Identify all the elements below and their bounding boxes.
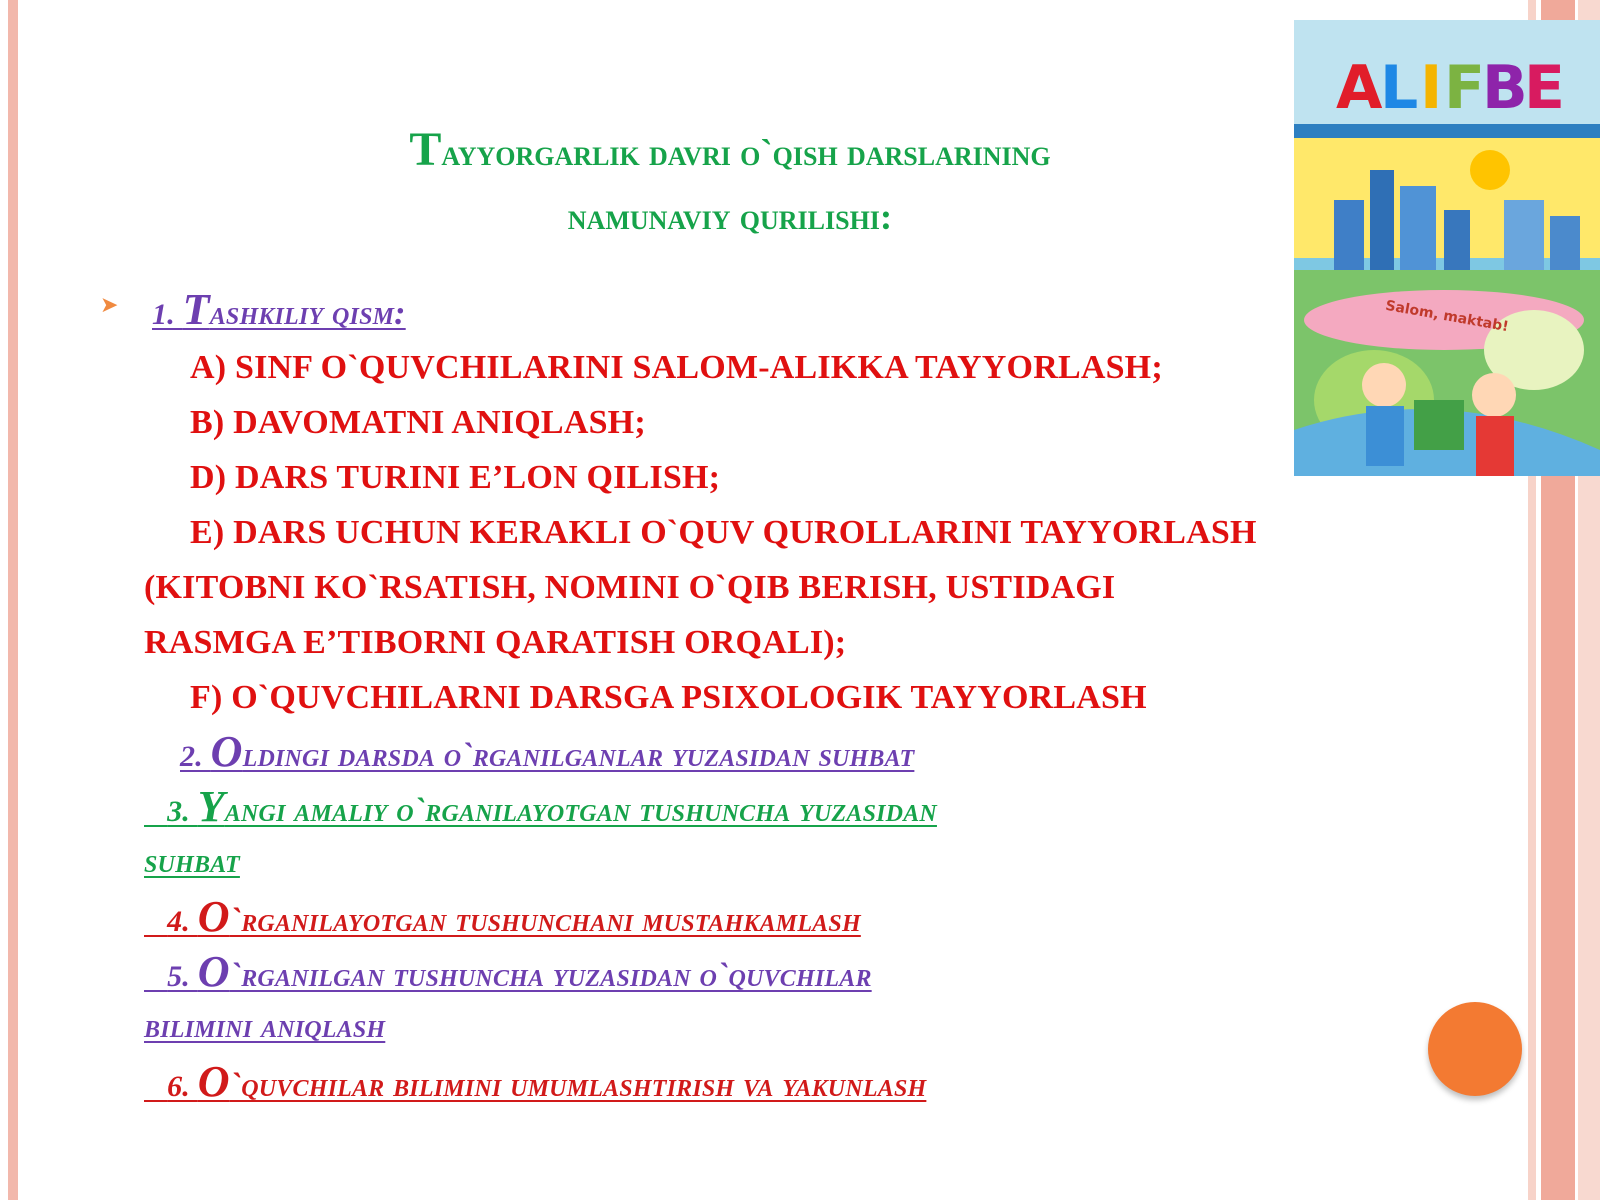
title-line-2: namunaviy qurilishi: [567,197,893,238]
sub-item-e-line-1: E) DARS UCHUN KERAKLI O`QUV QUROLLARINI TAYYORLASH [190,514,1257,551]
cover-letter-a: A [1336,53,1383,123]
left-border-stripe [8,0,18,1200]
arrow-bullet-icon: ➤ [100,292,119,317]
outline-item-1: 1. Tashkiliy qism: [152,285,406,334]
slide-title [180,118,1280,250]
decorative-orange-circle [1428,1002,1522,1096]
cover-letter-l: L [1380,53,1419,123]
cover-letter-i: I [1420,53,1443,123]
sub-item-e-line-2: (KITOBNI KO`RSATISH, NOMINI O`QIB BERISH, USTIDAGI [144,569,1116,606]
sub-item-e-line-3: RASMGA E’TIBORNI QARATISH ORQALI); [144,624,847,661]
sub-item-f: F) O`QUVCHILARNI DARSGA PSIXOLOGIK TAYYORLASH [190,679,1147,716]
cover-letter-e: E [1524,53,1565,123]
sub-item-a: A) SINF O`QUVCHILARINI SALOM-ALIKKA TAYYORLASH; [190,349,1163,386]
outline-item-3-continued: suhbat [144,843,240,880]
cover-letter-f: F [1444,53,1485,123]
outline-item-4: 4. O`rganilayotgan tushunchani mustahkamlash [167,892,861,941]
title-line-1 [180,118,1280,186]
outline-item-2: 2. Oldingi darsda o`rganilganlar yuzasidan suhbat [180,727,915,776]
title-initial-letter: T [409,123,442,176]
cover-banner-text: Salom, maktab! [1384,297,1510,336]
cover-letter-b: B [1482,53,1528,123]
outline-item-6: 6. O`quvchilar bilimini umumlashtirish va yakunlash [167,1057,927,1106]
title-line-1-text: ayyorgarlik davri o`qish darslarining [441,133,1051,174]
outline-item-5-continued: bilimini aniqlash [144,1008,386,1045]
sub-item-b: B) DAVOMATNI ANIQLASH; [190,404,646,441]
outline-item-3: 3. Yangi amaliy o`rganilayotgan tushuncha yuzasidan [167,782,937,831]
outline-item-5: 5. O`rganilgan tushuncha yuzasidan o`quvchilar [167,947,872,996]
sub-item-d: D) DARS TURINI E’LON QILISH; [190,459,721,496]
alifbe-book-cover-image [1294,20,1600,476]
